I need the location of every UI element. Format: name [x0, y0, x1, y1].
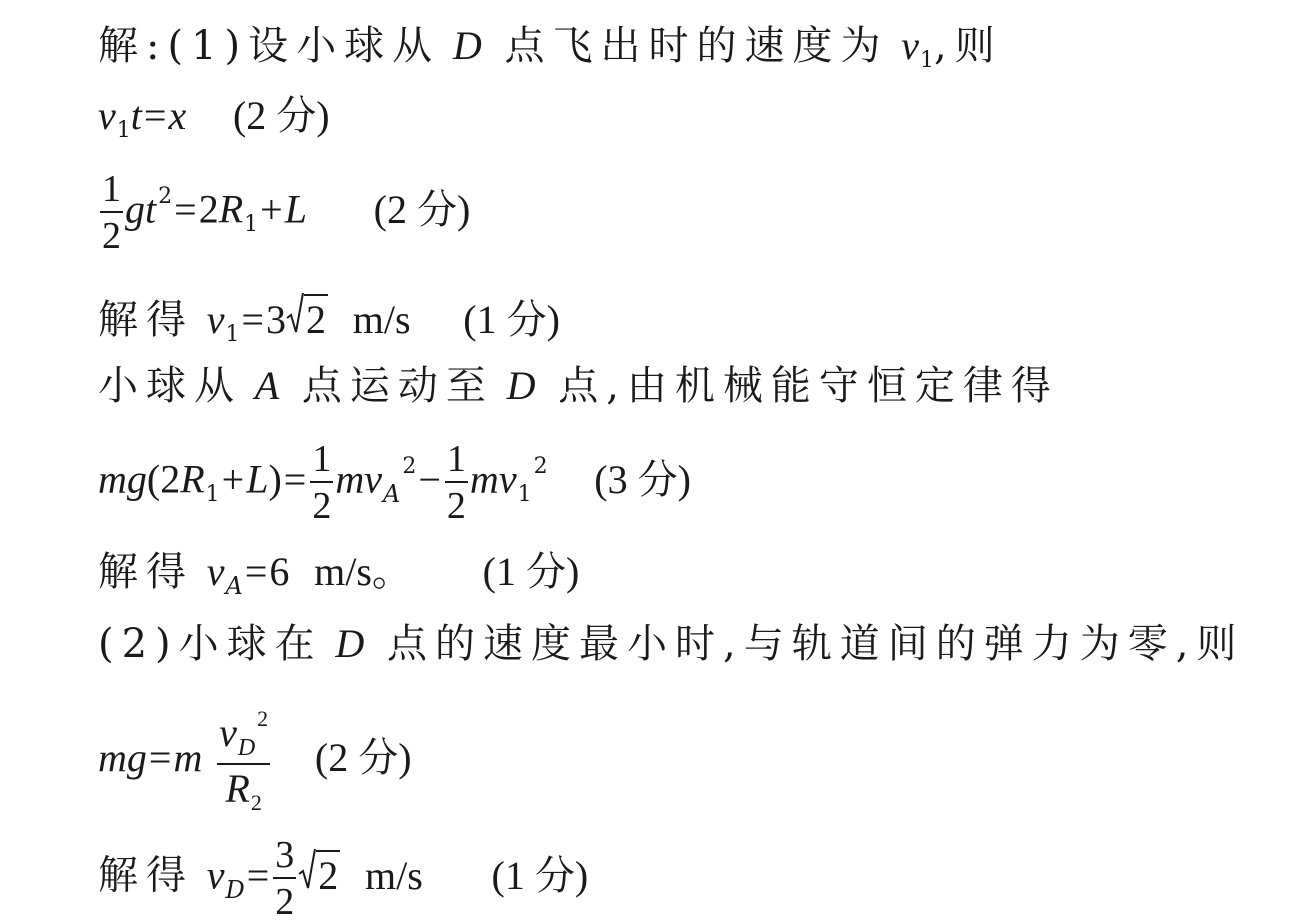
- eq3-R-subscript: 1: [244, 211, 259, 237]
- eq3-t: t: [145, 186, 157, 232]
- eq6-v1-superscript: 2: [533, 453, 548, 479]
- line-8-text: [98, 620, 1244, 668]
- eq6-vA-superscript: 2: [402, 453, 417, 479]
- eq6-fraction-2: [445, 440, 468, 525]
- eq2-v: v: [98, 93, 116, 138]
- eq6-plus: +: [221, 456, 245, 502]
- line-1-mid: 点飞出时的速度为: [504, 23, 889, 69]
- eq10-frac-numerator: 3: [273, 836, 296, 879]
- line-2-equation: [98, 92, 330, 155]
- line-4-lead: 解得: [98, 297, 194, 343]
- line-4-result: [98, 294, 560, 359]
- eq7-equals: =: [244, 549, 268, 594]
- line-6-equation: [98, 440, 691, 525]
- eq6-minus: −: [418, 456, 441, 502]
- velocity-v1: v: [901, 23, 919, 68]
- eq2-points: (2 分): [232, 93, 330, 138]
- eq4-v-subscript: 1: [225, 322, 240, 347]
- eq2-v-subscript: 1: [116, 118, 131, 143]
- eq10-v-subscript: D: [225, 875, 245, 904]
- eq10-equals: =: [246, 852, 270, 898]
- eq6-v1-subscript: 1: [517, 481, 532, 507]
- line-8-lead: (2)小球在: [98, 621, 323, 667]
- eq6-L: L: [246, 456, 269, 502]
- eq9-frac-denominator: [217, 765, 270, 814]
- eq6-equals: =: [283, 456, 307, 502]
- eq7-value: 6: [269, 549, 290, 594]
- eq10-frac-denominator: 2: [275, 881, 295, 923]
- line-9-equation: [98, 708, 412, 814]
- eq6-m: m: [98, 456, 127, 502]
- eq9-num-superscript: 2: [257, 706, 269, 731]
- line-1-tail: ,则: [933, 23, 1003, 69]
- eq10-fraction: [273, 836, 296, 921]
- eq4-points: (1 分): [463, 297, 560, 342]
- eq4-v: v: [206, 297, 225, 342]
- line-5-tail: 点,由机械能守恒定律得: [558, 363, 1059, 409]
- eq9-m: m: [98, 735, 127, 780]
- eq7-v-subscript: A: [225, 572, 243, 600]
- velocity-v1-subscript: 1: [919, 48, 934, 73]
- eq3-L: L: [284, 186, 307, 232]
- eq2-equals: =: [143, 93, 167, 138]
- eq6-R: R: [180, 456, 205, 502]
- eq9-fraction: [217, 708, 270, 814]
- eq3-g: g: [125, 186, 145, 232]
- point-d-label: D: [452, 23, 482, 68]
- point-d-label-3: D: [335, 621, 365, 666]
- eq2-t: t: [130, 93, 142, 138]
- eq3-frac-numerator: 1: [100, 170, 123, 213]
- eq6-m3: m: [469, 456, 499, 502]
- line-10-result: [98, 836, 588, 921]
- eq3-equals: =: [174, 186, 197, 232]
- eq6-coef: 2: [160, 456, 181, 502]
- eq9-points: (2 分): [314, 735, 412, 780]
- eq6-m2: m: [335, 456, 365, 502]
- radical-icon: [298, 848, 316, 892]
- eq6-v1: v: [498, 456, 517, 502]
- line-5-lead: 小球从: [98, 363, 242, 409]
- eq6-frac1-numerator: 1: [310, 440, 333, 483]
- eq6-points: (3 分): [594, 456, 691, 502]
- eq6-frac2-denominator: 2: [446, 485, 466, 527]
- eq10-radicand: 2: [316, 850, 340, 900]
- eq9-num-subscript: D: [237, 735, 256, 761]
- eq6-vA: v: [364, 456, 383, 502]
- eq3-R: R: [218, 186, 244, 232]
- line-7-result: [98, 548, 579, 610]
- eq6-g: g: [126, 456, 147, 502]
- eq10-unit: m/s: [365, 852, 423, 898]
- point-d-label-2: D: [506, 363, 536, 408]
- eq10-v: v: [206, 852, 225, 898]
- eq10-points: (1 分): [491, 852, 589, 898]
- line-5-mid: 点运动至: [301, 363, 494, 409]
- eq7-v: v: [206, 549, 225, 594]
- eq9-den-subscript: 2: [250, 790, 262, 815]
- eq6-open-paren: (: [146, 456, 161, 502]
- eq6-close-paren: ): [268, 456, 282, 502]
- line-3-equation: [98, 170, 470, 255]
- eq3-plus: +: [260, 186, 283, 232]
- eq4-unit: m/s: [352, 297, 411, 342]
- eq3-points: (2 分): [373, 186, 471, 232]
- eq6-vA-subscript: A: [383, 479, 401, 508]
- eq10-sqrt: [298, 850, 340, 900]
- eq3-half-fraction: [100, 170, 123, 255]
- line-7-lead: 解得: [98, 549, 194, 595]
- eq9-m2: m: [173, 735, 203, 780]
- eq6-R-subscript: 1: [205, 481, 220, 507]
- line-1-intro: [98, 22, 1003, 85]
- eq3-t-superscript: 2: [158, 183, 173, 209]
- eq9-num-v: v: [219, 710, 237, 755]
- eq2-x: x: [168, 93, 187, 138]
- eq9-g: g: [126, 735, 147, 780]
- radical-icon: [286, 292, 304, 336]
- eq4-equals: =: [241, 297, 265, 342]
- point-a-label: A: [254, 363, 280, 408]
- eq7-unit: m/s。: [314, 549, 412, 594]
- line-10-lead: 解得: [98, 852, 194, 899]
- line-8-tail: 点的速度最小时,与轨道间的弹力为零,则: [387, 621, 1245, 667]
- eq4-radicand: 2: [304, 294, 328, 344]
- line-1-lead: 解:(1)设小球从: [98, 23, 441, 69]
- eq4-coef: 3: [266, 297, 287, 342]
- eq6-frac2-numerator: 1: [445, 440, 468, 483]
- eq3-frac-denominator: 2: [102, 215, 121, 257]
- eq4-sqrt: [286, 294, 328, 344]
- eq3-coef: 2: [198, 186, 219, 232]
- eq7-points: (1 分): [482, 549, 580, 594]
- eq6-frac1-denominator: 2: [312, 485, 332, 527]
- eq6-fraction-1: [310, 440, 333, 525]
- eq9-equals: =: [148, 735, 172, 780]
- eq9-den-R: R: [225, 766, 250, 811]
- line-5-text: [98, 362, 1059, 410]
- eq9-frac-numerator: [217, 708, 270, 765]
